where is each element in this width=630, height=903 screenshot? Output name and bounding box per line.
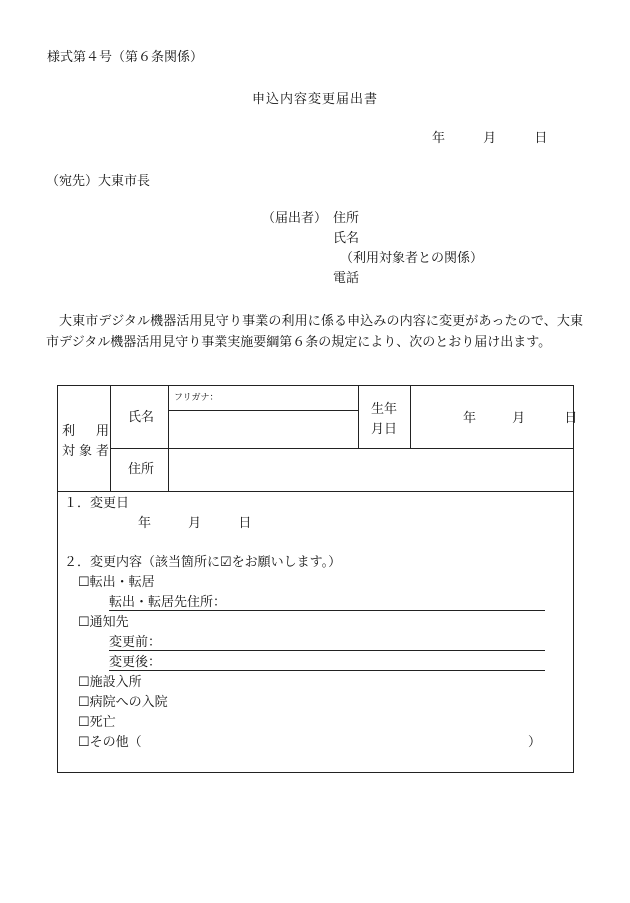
option-moving-label: 転出・転居 xyxy=(89,575,155,590)
change-year-label: 年 xyxy=(138,516,152,531)
checkbox-notify[interactable]: ☐ xyxy=(78,615,90,630)
change-day-label: 日 xyxy=(238,516,252,531)
subject-address-label: 住所 xyxy=(128,462,155,477)
submitter-role: （届出者） xyxy=(262,211,328,226)
option-facility[interactable] xyxy=(78,675,142,691)
option-other-label: その他（ xyxy=(89,735,142,750)
other-close-paren: ） xyxy=(528,735,542,750)
birth-year-label: 年 xyxy=(463,411,477,426)
option-moving[interactable] xyxy=(78,575,155,591)
checkbox-hospital[interactable]: ☐ xyxy=(78,695,90,710)
birth-date-label: 生年 月日 xyxy=(371,402,398,437)
change-content-label: ２．変更内容（該当箇所に☑をお願いします。） xyxy=(64,555,342,570)
checkbox-moving[interactable]: ☐ xyxy=(78,575,90,590)
option-death[interactable] xyxy=(78,715,116,731)
date-day-label: 日 xyxy=(534,131,548,146)
birth-month-label: 月 xyxy=(512,411,526,426)
checkbox-other[interactable]: ☐ xyxy=(78,735,90,750)
address-field[interactable] xyxy=(170,450,570,490)
change-date-label: １．変更日 xyxy=(64,496,130,511)
document-title: 申込内容変更届出書 xyxy=(251,92,378,107)
after-change-line[interactable] xyxy=(109,670,545,671)
submitter-relation-label: （利用対象者との関係） xyxy=(340,251,484,266)
option-hospital-label: 病院への入院 xyxy=(89,695,168,710)
birth-date-field[interactable] xyxy=(463,411,577,427)
addressee: （宛先）大東市長 xyxy=(46,174,151,189)
option-facility-label: 施設入所 xyxy=(89,675,142,690)
subject-label: 利 用 対象者 xyxy=(62,424,114,459)
furigana-label: フリガナ： xyxy=(174,393,219,403)
checkbox-death[interactable]: ☐ xyxy=(78,715,90,730)
after-change-label: 変更後： xyxy=(109,655,162,670)
birth-day-label: 日 xyxy=(564,411,578,426)
submission-date xyxy=(432,131,547,147)
submitter-address-label: 住所 xyxy=(333,211,360,226)
change-date-field[interactable] xyxy=(138,516,251,532)
moving-address-line[interactable] xyxy=(109,610,545,611)
submitter-phone-label: 電話 xyxy=(333,271,360,286)
date-year-label: 年 xyxy=(432,131,446,146)
option-death-label: 死亡 xyxy=(89,715,116,730)
name-field[interactable] xyxy=(170,412,356,446)
moving-address-label: 転出・転居先住所： xyxy=(109,595,227,610)
option-other[interactable] xyxy=(78,735,142,751)
submitter-name-label: 氏名 xyxy=(333,231,360,246)
declaration-text: 大東市デジタル機器活用見守り事業の利用に係る申込みの内容に変更があったので、大東市デジタル機器活用見守り事業実施要綱第６条の規定により、次のとおり届け出ます。 xyxy=(46,314,583,350)
option-notify-label: 通知先 xyxy=(89,615,129,630)
change-form-table xyxy=(57,385,578,773)
subject-name-label: 氏名 xyxy=(128,410,155,425)
option-hospital[interactable] xyxy=(78,695,168,711)
date-month-label: 月 xyxy=(483,131,497,146)
form-number: 様式第４号（第６条関係） xyxy=(47,50,204,65)
checkbox-facility[interactable]: ☐ xyxy=(78,675,90,690)
change-month-label: 月 xyxy=(188,516,202,531)
before-change-line[interactable] xyxy=(109,650,545,651)
before-change-label: 変更前： xyxy=(109,635,162,650)
option-notify[interactable] xyxy=(78,615,129,631)
